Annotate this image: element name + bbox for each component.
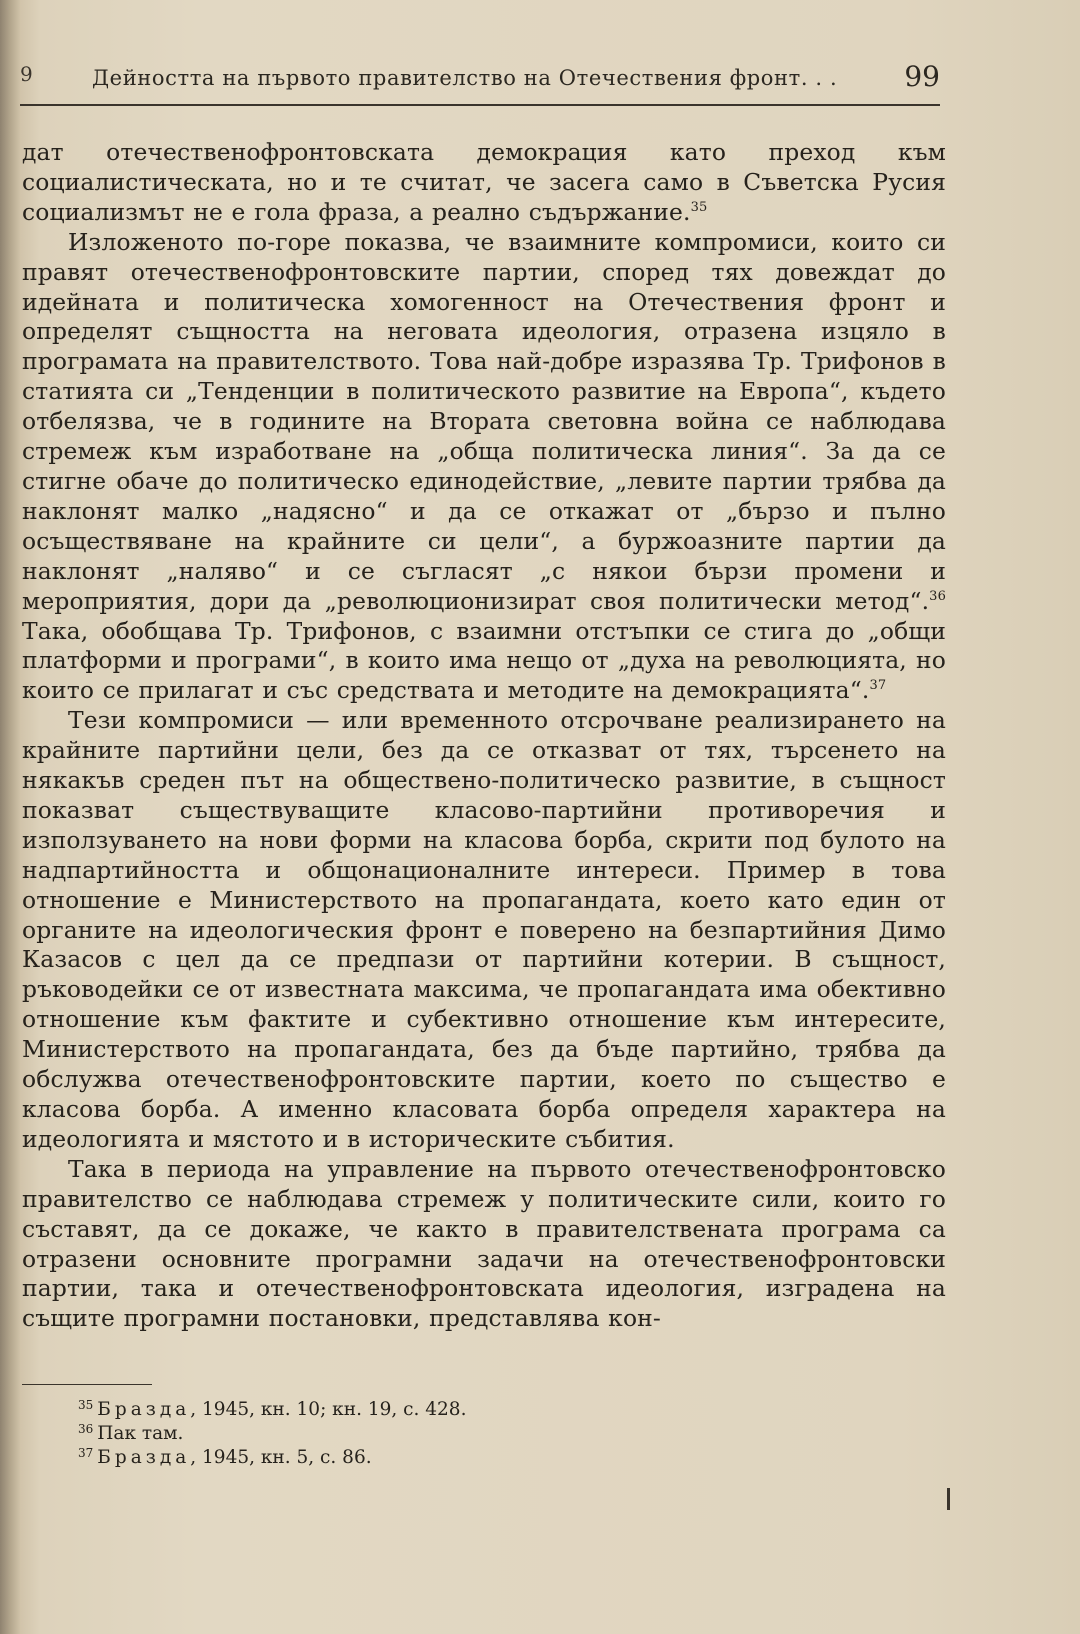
- footnote-detail: , 1945, кн. 5, с. 86.: [190, 1447, 372, 1468]
- footnote-ref-36: 36: [929, 588, 946, 604]
- paragraph-2-text-a: Изложеното по-горе показва, че взаимните компромиси, които си правят отечественофронтовските партии, според тях довеждат до идейната и политическа хомогенност на Отечествения фронт и определят същността на неговата идеология, отразена изцяло в програмата на правителството. Това най-добре изразява Тр. Трифонов в статията си „Тенденции в политическото развитие на Европа“, където отбелязва, че в годините на Втората световна война се наблюдава стремеж към изработване на „обща политическа линия“. За да се стигне обаче до политическо единодействие, „левите партии трябва да наклонят малко „надясно“ и да се откажат от „бързо и пълно осъществяване на крайните си цели“, а буржоазните партии да наклонят „наляво“ и се съгласят „с някои бързи промени и мероприятия, дори да „революционизират своя политически метод“.: [22, 227, 946, 615]
- footnote-number: 37: [78, 1446, 94, 1460]
- footnote-source: Бразда: [97, 1399, 191, 1420]
- footnote-37: [78, 1446, 778, 1470]
- footnote-ref-35: 35: [690, 199, 708, 215]
- footnote-detail: , 1945, кн. 10; кн. 19, с. 428.: [190, 1399, 467, 1420]
- footnotes: [78, 1398, 778, 1470]
- paragraph-1: [22, 138, 946, 228]
- paragraph-1-text: дат отечественофронтовската демокрация като преход към социалистическата, но и те считат, че засега само в Съветска Русия социализмът не е гола фраза, а реално съдържание.: [22, 138, 946, 226]
- page-number: 99: [904, 60, 940, 93]
- main-text: [22, 138, 946, 1334]
- header-margin-number: 9: [20, 62, 33, 86]
- paragraph-2-text-b: Така, обобщава Тр. Трифонов, с взаимни отстъпки се стига до „общи платформи и програми“, в които има нещо от „духа на революцията, но които се прилагат и със средствата и методите на демокрацията“.: [22, 616, 946, 705]
- footnote-36: [78, 1422, 778, 1446]
- footnote-source: Бразда: [97, 1447, 191, 1468]
- footnote-number: 35: [78, 1398, 94, 1412]
- book-spine-shadow: [0, 0, 20, 1634]
- paragraph-2: [22, 228, 946, 707]
- paragraph-3: [22, 706, 946, 1155]
- running-header: [20, 62, 940, 102]
- paragraph-3-text: Тези компромиси — или временното отсрочване реализирането на крайните партийни цели, без да се отказват от тях, търсенето на някакъв среден път на обществено-политическо развитие, в същност показват съществуващите класово-партийни противоречия и използуването на нови форми на класова борба, скрити под булото на надпартийността и общонационалните интереси. Пример в това отношение е Министерството на пропагандата, което като един от органите на идеологическия фронт е поверено на безпартийния Димо Казасов с цел да се предпази от партийни котерии. В същност, ръководейки се от известната максима, че пропагандата има обективно отношение към фактите и субективно отношение към интересите, Министерството на пропагандата, без да бъде партийно, трябва да обслужва отечественофронтовските партии, което по същество е класова борба. А именно класовата борба определя характера на идеологията и мястото и в историческите събития.: [22, 706, 946, 1153]
- footnote-number: 36: [78, 1422, 94, 1436]
- footnote-divider: [22, 1384, 152, 1385]
- paragraph-4-text: Така в периода на управление на първото отечественофронтовско правителство се наблюдава стремеж у политическите сили, които го съставят, да се докаже, че както в правителствената програма са отразени основните програмни задачи на отечественофронтовски партии, така и отечественофронтовската идеология, изградена на същите програмни постановки, представлява кон-: [22, 1154, 946, 1333]
- running-title: Дейността на първото правителство на Отечествения фронт. . .: [92, 66, 838, 90]
- margin-mark: [947, 1488, 950, 1510]
- footnote-ref-37: 37: [869, 678, 887, 694]
- footnote-35: [78, 1398, 778, 1422]
- paragraph-4: [22, 1155, 946, 1334]
- footnote-detail: Пак там.: [97, 1423, 184, 1444]
- header-divider: [20, 104, 940, 106]
